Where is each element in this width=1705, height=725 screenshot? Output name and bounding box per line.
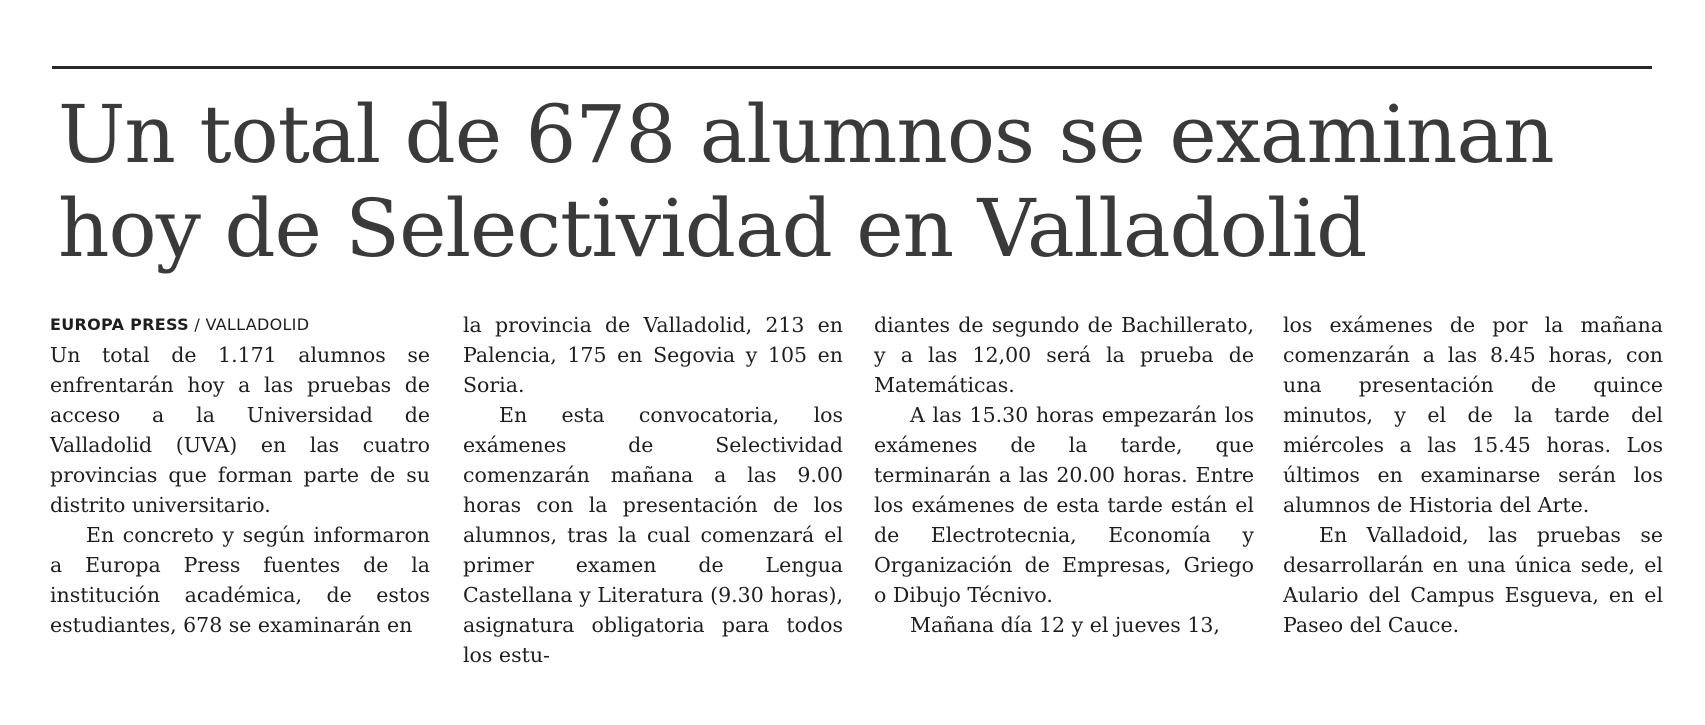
article-column-2 xyxy=(463,310,843,670)
paragraph: En concreto y según informaron a Europa Press fuentes de la institución académica, de estos estudiantes, 678 se examinarán en xyxy=(50,523,430,637)
headline-line-2: hoy de Selectividad en Valladolid xyxy=(58,182,1367,275)
headline xyxy=(58,88,1618,276)
paragraph: Un total de 1.171 alumnos se enfrentarán hoy a las pruebas de acceso a la Universidad de Valladolid (UVA) en las cuatro provincias que forman parte de su distrito universitario. xyxy=(50,343,430,517)
top-rule xyxy=(52,66,1652,69)
paragraph: En Valladoid, las pruebas se desarrollarán en una única sede, el Aulario del Campus Esgueva, en el Paseo del Cauce. xyxy=(1283,523,1663,637)
paragraph: los exámenes de por la mañana comenzarán a las 8.45 horas, con una presentación de quince minutos, y el de la tarde del miércoles a las 15.45 horas. Los últimos en examinarse serán los alumnos de Historia del Arte. xyxy=(1283,313,1663,517)
paragraph: En esta convocatoria, los exámenes de Selectividad comenzarán mañana a las 9.00 horas con la presentación de los alumnos, tras la cual comenzará el primer examen de Lengua Castellana y Literatura (9.30 horas), asignatura obligatoria para todos los estu- xyxy=(463,403,843,667)
paragraph: Mañana día 12 y el jueves 13, xyxy=(910,613,1220,637)
headline-line-1: Un total de 678 alumnos se examinan xyxy=(58,88,1554,181)
article-column-4 xyxy=(1283,310,1663,640)
byline-location: VALLADOLID xyxy=(205,315,310,334)
byline-separator: / xyxy=(188,315,206,334)
byline xyxy=(50,310,430,340)
paragraph: la provincia de Valladolid, 213 en Palencia, 175 en Segovia y 105 en Soria. xyxy=(463,313,843,397)
article-column-1 xyxy=(50,310,430,640)
paragraph: diantes de segundo de Bachillerato, y a las 12,00 será la prueba de Matemáticas. xyxy=(874,313,1254,397)
paragraph: A las 15.30 horas empezarán los exámenes de la tarde, que terminarán a las 20.00 horas. Entre los exámenes de esta tarde están el de Electrotecnia, Economía y Organización de Empresas, Griego o Dibujo Técnivo. xyxy=(874,403,1254,607)
article-column-3 xyxy=(874,310,1254,640)
byline-agency: EUROPA PRESS xyxy=(50,315,189,334)
